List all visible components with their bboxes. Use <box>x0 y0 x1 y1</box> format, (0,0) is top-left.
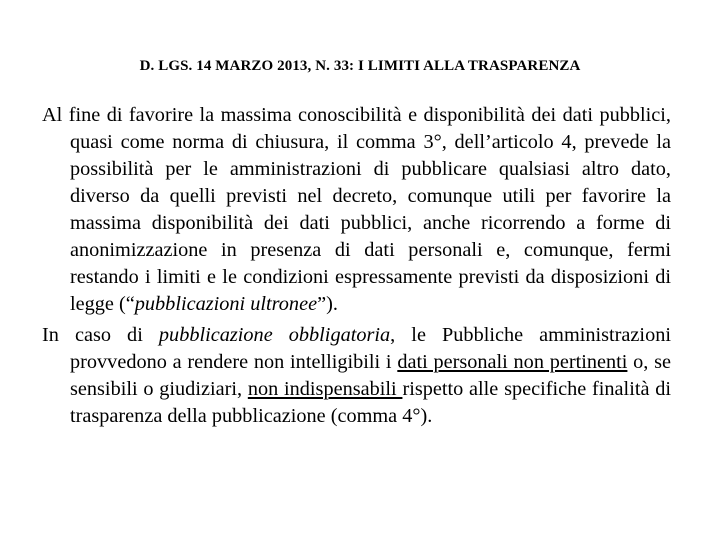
italic-term-pubblicazione-obbligatoria: pubblicazione obbligatoria <box>158 324 391 346</box>
slide-title: D. LGS. 14 MARZO 2013, N. 33: I LIMITI ALLA TRASPARENZA <box>139 58 581 74</box>
paragraph-2-intro: In caso di <box>42 324 159 346</box>
paragraph-pubblicazioni-ultronee <box>42 102 671 318</box>
paragraph-2-text-c: rispetto alle specifiche finalità di trasparenza della pubblicazione (comma 4°). <box>70 378 671 427</box>
paragraph-1-text: Al fine di favorire la massima conoscibilità e disponibilità dei dati pubblici, quasi come norma di chiusura, il comma 3°, dell’articolo 4, prevede la possibilità per le amministrazioni di pubblicare qualsiasi altro dato, diverso da quelli previsti nel decreto, comunque utili per favorire la massima disponibilità dei dati pubblici, anche ricorrendo a forme di anonimizzazione in presenza di dati personali e, comunque, fermi restando i limiti e le condizioni espressamente previsti da disposizioni di legge (“ <box>42 104 671 315</box>
italic-term-pubblicazioni-ultronee: pubblicazioni ultronee <box>134 293 318 315</box>
paragraph-1-closing: ”). <box>317 293 338 315</box>
underlined-non-indispensabili: non indispensabili <box>247 378 403 400</box>
paragraph-pubblicazione-obbligatoria <box>42 322 671 430</box>
paragraph-2-text-a: , le Pubbliche amministrazioni provvedono a rendere non intelligibili i <box>70 324 671 373</box>
paragraph-2-text-b: o, se sensibili o giudiziari, <box>70 351 672 400</box>
underlined-dati-personali: dati personali non pertinenti <box>397 351 628 373</box>
slide-body <box>42 102 671 434</box>
